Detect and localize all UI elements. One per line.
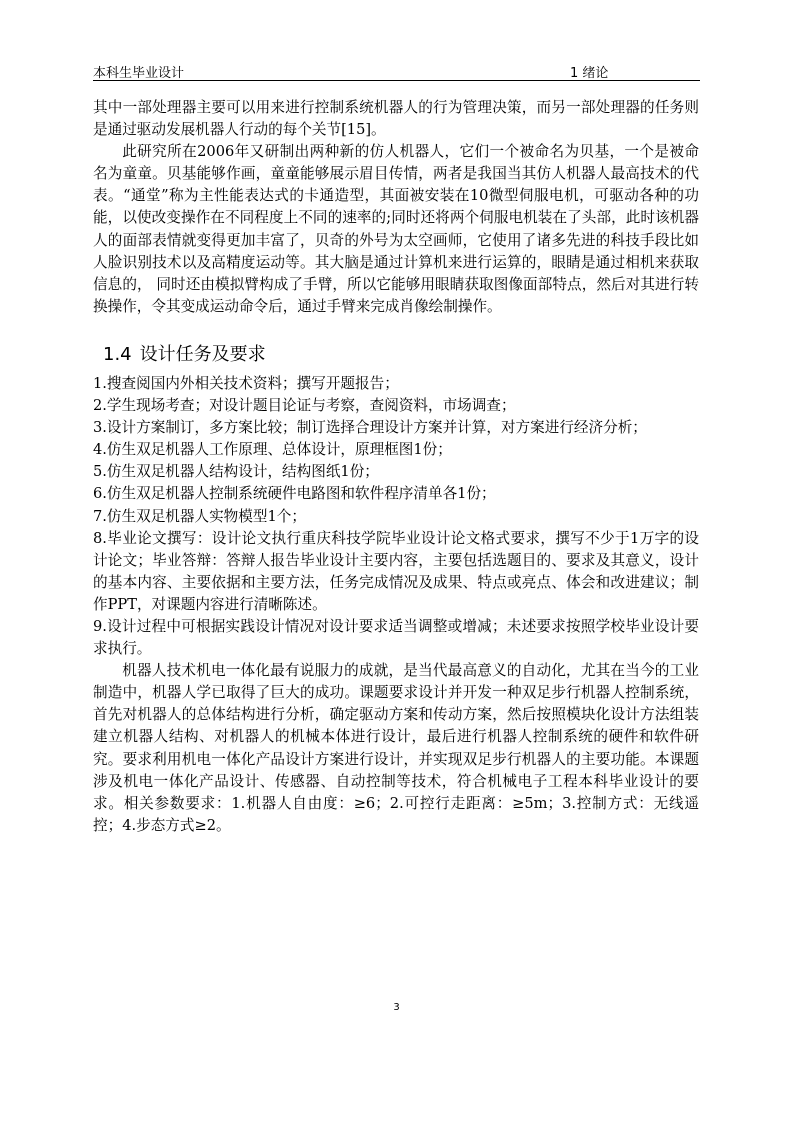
- task-item-5: 5.仿生双足机器人结构设计，结构图纸1份；: [93, 463, 379, 481]
- page-body: [93, 97, 699, 837]
- section-title: 设计任务及要求: [139, 343, 266, 365]
- paragraph-continuation: 其中一部处理器主要可以用来进行控制系统机器人的行为管理决策，而另一部处理器的任务则是通过驱动发展机器人行动的每个关节[15]。: [93, 99, 699, 139]
- task-item-6: 6.仿生双足机器人控制系统硬件电路图和软件程序清单各1份；: [93, 485, 496, 503]
- task-item-2: 2.学生现场考查；对设计题目论证与考察，查阅资料，市场调查；: [93, 397, 516, 415]
- paragraph-robot-research: 此研究所在2006年又研制出两种新的仿人机器人，它们一个被命名为贝基，一个是被命名为童童。贝基能够作画，童童能够展示眉目传情，两者是我国当其仿人机器人最高技术的代表。“通堂”称为主性能表达式的卡通造型，其面被安装在10微型伺服电机，可驱动各种的功能，以使改变操作在不同程度上不同的速率的;同时还将两个伺服电机装在了头部，此时该机器人的面部表情就变得更加丰富了，贝奇的外号为太空画师，它使用了诸多先进的科技手段比如人脸识别技术以及高精度运动等。其大脑是通过计算机来进行运算的，眼睛是通过相机来获取信息的， 同时还由模拟臂构成了手臂，所以它能够用眼睛获取图像面部特点，然后对其进行转换操作，令其变成运动命令后，通过手臂来完成肖像绘制操作。: [93, 143, 699, 315]
- section-number: 1.4: [103, 343, 132, 365]
- task-item-8: 8.毕业论文撰写：设计论文执行重庆科技学院毕业设计论文格式要求，撰写不少于1万字的设计论文；毕业答辩：答辩人报告毕业设计主要内容，主要包括选题目的、要求及其意义，设计的基本内容、主要依据和主要方法，任务完成情况及成果、特点或亮点、体会和改进建议；制作PPT，对课题内容进行清晰陈述。: [93, 529, 699, 613]
- page-header: [93, 60, 700, 81]
- task-item-1: 1.搜查阅国内外相关技术资料；撰写开题报告；: [93, 374, 399, 392]
- paragraph-project-requirements: 机器人技术机电一体化最有说服力的成就，是当代最高意义的自动化，尤其在当今的工业制造中，机器人学已取得了巨大的成功。课题要求设计并开发一种双足步行机器人控制系统，首先对机器人的总体结构进行分析，确定驱动方案和传动方案，然后按照模块化设计方法组装建立机器人结构、对机器人的机械本体进行设计，最后进行机器人控制系统的硬件和软件研究。要求利用机电一体化产品设计方案进行设计，并实现双足步行机器人的主要功能。本课题涉及机电一体化产品设计、传感器、自动控制等技术，符合机械电子工程本科毕业设计的要求。相关参数要求：1.机器人自由度：≥6；2.可控行走距离：≥5m；3.控制方式：无线遥控；4.步态方式≥2。: [93, 662, 699, 834]
- task-item-4: 4.仿生双足机器人工作原理、总体设计，原理框图1份；: [93, 441, 452, 459]
- task-item-7: 7.仿生双足机器人实物模型1个；: [93, 507, 306, 525]
- header-thesis-label: 本科生毕业设计: [93, 66, 185, 81]
- section-heading: [103, 342, 699, 368]
- task-item-9: 9.设计过程中可根据实践设计情况对设计要求适当调整或增减；未述要求按照学校毕业设计要求执行。: [93, 617, 699, 658]
- page-number: 3: [393, 1002, 400, 1013]
- task-item-3: 3.设计方案制订，多方案比较；制订选择合理设计方案并计算，对方案进行经济分析；: [93, 419, 647, 437]
- header-chapter-label: 1 绪论: [570, 66, 609, 81]
- task-list: [93, 373, 699, 660]
